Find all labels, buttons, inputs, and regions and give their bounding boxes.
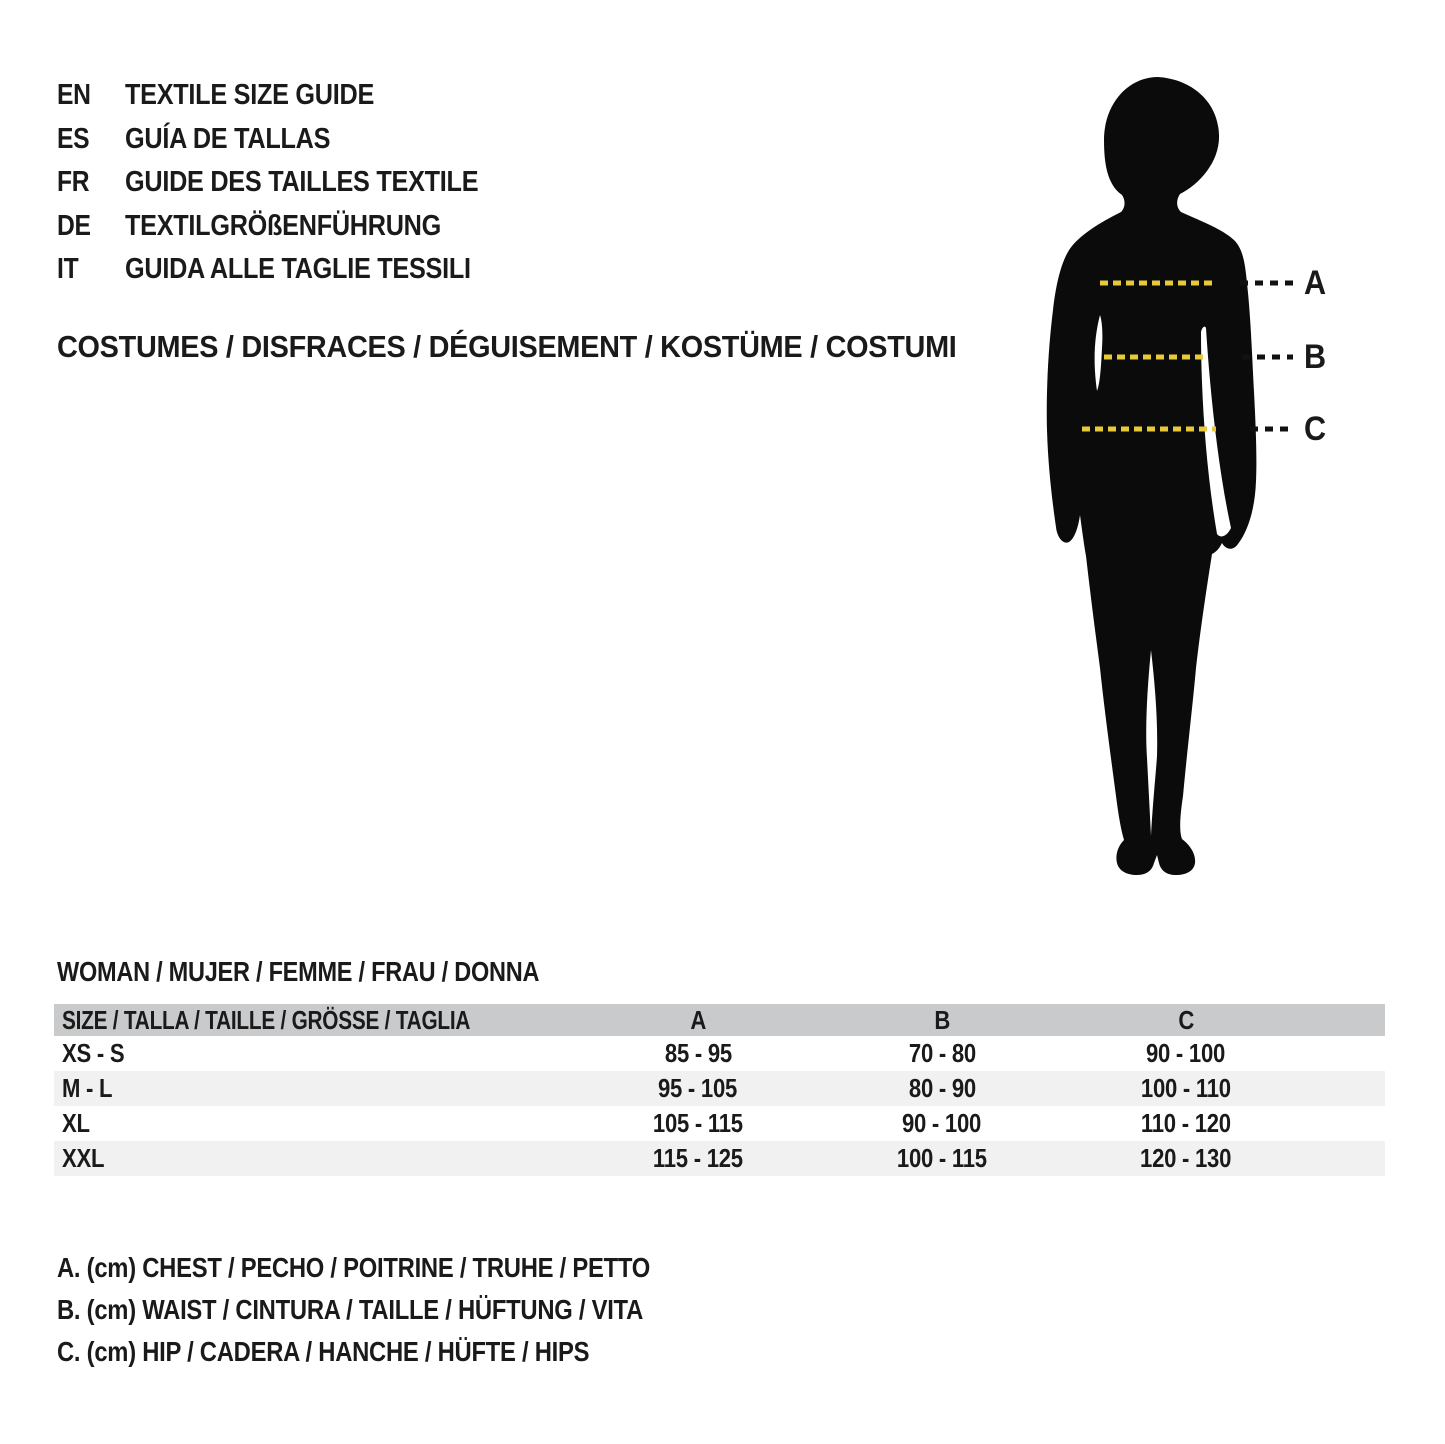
size-cell-text: XL (62, 1108, 90, 1138)
language-code: DE (57, 209, 91, 242)
language-code: FR (57, 166, 90, 199)
value-cell-c (1064, 1036, 1308, 1071)
section-title (57, 955, 631, 989)
language-row-de (57, 205, 531, 249)
value-cell-a (576, 1071, 820, 1106)
column-header-c-text: C (1178, 1004, 1194, 1035)
column-header-a-text: A (690, 1004, 706, 1035)
category-title-text: COSTUMES / DISFRACES / DÉGUISEMENT / KOSTÜME / COSTUMI (57, 329, 957, 364)
size-column-header-text: SIZE / TALLA / TAILLE / GRÖSSE / TAGLIA (62, 1004, 471, 1035)
language-row-it (57, 248, 531, 292)
value-text: 100 - 110 (1141, 1073, 1231, 1103)
measurement-legend (57, 1247, 755, 1373)
legend-text: B. (cm) WAIST / CINTURA / TAILLE / HÜFTUNG / VITA (57, 1294, 644, 1325)
column-header-b (820, 1004, 1064, 1036)
value-cell-b (820, 1141, 1064, 1176)
filler-cell (1308, 1106, 1385, 1141)
table-row-xs-s (54, 1036, 1385, 1071)
legend-item-waist (57, 1289, 755, 1331)
language-title: GUIDA ALLE TAGLIE TESSILI (125, 253, 471, 286)
size-column-header (54, 1004, 576, 1036)
language-code: IT (57, 253, 79, 286)
marker-label-a: A (1304, 264, 1326, 302)
size-cell (54, 1071, 576, 1106)
value-cell-b (820, 1106, 1064, 1141)
language-code: ES (57, 122, 90, 155)
size-cell-text: XXL (62, 1143, 105, 1173)
value-cell-a (576, 1106, 820, 1141)
size-cell (54, 1141, 576, 1176)
language-row-en (57, 74, 531, 118)
size-table (54, 1004, 1385, 1176)
column-header-a (576, 1004, 820, 1036)
column-header-b-text: B (934, 1004, 950, 1035)
value-text: 120 - 130 (1140, 1143, 1232, 1173)
value-text: 105 - 115 (653, 1108, 743, 1138)
value-cell-c (1064, 1141, 1308, 1176)
language-code: EN (57, 79, 91, 112)
filler-cell (1308, 1036, 1385, 1071)
marker-label-b: B (1304, 338, 1326, 376)
language-title: GUÍA DE TALLAS (125, 122, 331, 155)
filler-cell (1308, 1141, 1385, 1176)
value-cell-a (576, 1036, 820, 1071)
value-text: 100 - 115 (897, 1143, 987, 1173)
legend-item-chest (57, 1247, 755, 1289)
value-text: 85 - 95 (664, 1038, 732, 1068)
column-header-c (1064, 1004, 1308, 1036)
legend-text: C. (cm) HIP / CADERA / HANCHE / HÜFTE / HIPS (57, 1336, 590, 1367)
measurement-figure (1000, 60, 1420, 900)
language-row-es (57, 118, 531, 162)
language-title: TEXTILE SIZE GUIDE (125, 79, 375, 112)
value-text: 115 - 125 (653, 1143, 743, 1173)
language-title: GUIDE DES TAILLES TEXTILE (125, 166, 479, 199)
section-title-text: WOMAN / MUJER / FEMME / FRAU / DONNA (57, 956, 540, 987)
size-cell-text: M - L (62, 1073, 113, 1103)
size-table-header-row (54, 1004, 1385, 1036)
value-text: 90 - 100 (1146, 1038, 1226, 1068)
value-cell-b (820, 1036, 1064, 1071)
size-cell-text: XS - S (62, 1038, 125, 1068)
filler-cell (1308, 1004, 1385, 1036)
size-cell (54, 1036, 576, 1071)
size-cell (54, 1106, 576, 1141)
value-text: 70 - 80 (908, 1038, 976, 1068)
value-text: 110 - 120 (1141, 1108, 1231, 1138)
legend-item-hip (57, 1331, 755, 1373)
table-row-m-l (54, 1071, 1385, 1106)
value-cell-c (1064, 1071, 1308, 1106)
value-cell-c (1064, 1106, 1308, 1141)
language-row-fr (57, 161, 531, 205)
language-title-list (57, 74, 531, 292)
value-cell-b (820, 1071, 1064, 1106)
value-text: 80 - 90 (908, 1073, 976, 1103)
value-cell-a (576, 1141, 820, 1176)
marker-label-c: C (1304, 410, 1326, 448)
language-title: TEXTILGRÖßENFÜHRUNG (125, 209, 442, 242)
table-row-xl (54, 1106, 1385, 1141)
legend-text: A. (cm) CHEST / PECHO / POITRINE / TRUHE / PETTO (57, 1252, 650, 1283)
filler-cell (1308, 1071, 1385, 1106)
table-row-xxl (54, 1141, 1385, 1176)
value-text: 90 - 100 (902, 1108, 982, 1138)
value-text: 95 - 105 (658, 1073, 738, 1103)
category-title (57, 330, 1024, 364)
